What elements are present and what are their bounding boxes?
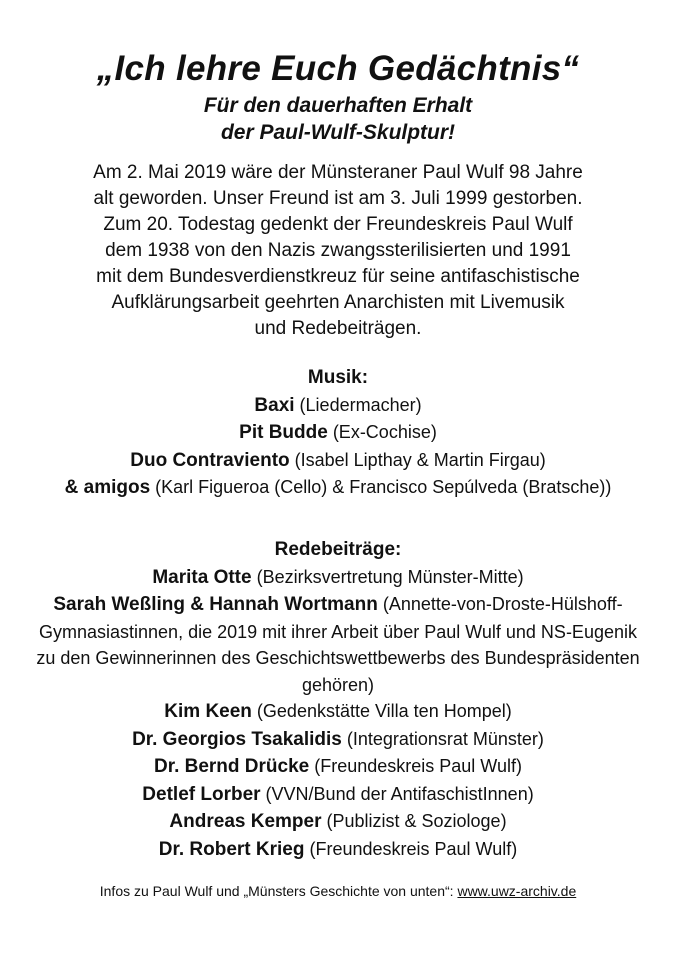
intro-line: und Redebeiträgen. xyxy=(254,318,422,339)
speaker-role: (Gedenkstätte Villa ten Hompel) xyxy=(251,701,512,721)
archive-link[interactable]: www.uwz-archiv.de xyxy=(457,883,577,899)
music-heading: Musik: xyxy=(307,367,369,388)
intro-line: Aufklärungsarbeit geehrten Anarchisten mit Livemusik xyxy=(111,292,565,313)
footer-info xyxy=(0,881,676,901)
intro-line: mit dem Bundesverdienstkreuz für seine antifaschistische xyxy=(96,266,580,287)
speaker-entry xyxy=(30,808,646,836)
speaker-name: Kim Keen xyxy=(164,701,252,722)
speaker-name: Marita Otte xyxy=(152,566,252,588)
music-entry xyxy=(30,419,646,447)
intro-line: alt geworden. Unser Freund ist am 3. Juli 1999 gestorben. xyxy=(93,188,583,209)
speaker-role: (Integrationsrat Münster) xyxy=(341,728,544,749)
flyer-subtitle xyxy=(0,92,676,146)
performer-name: & amigos xyxy=(64,477,151,498)
speaker-name: Dr. Bernd Drücke xyxy=(154,756,310,777)
performer-name: Baxi xyxy=(254,394,295,416)
speaker-entry xyxy=(30,564,646,592)
speaker-name: Dr. Georgios Tsakalidis xyxy=(132,728,342,750)
speaker-name: Dr. Robert Krieg xyxy=(158,838,305,860)
speakers-heading: Redebeiträge: xyxy=(274,539,402,560)
music-section xyxy=(30,365,646,502)
speaker-role: (Bezirksvertretung Münster-Mitte) xyxy=(251,566,524,587)
intro-line: Zum 20. Todestag gedenkt der Freundeskreis Paul Wulf xyxy=(103,214,573,235)
performer-role: (Liedermacher) xyxy=(294,394,422,415)
speaker-role: (Freundeskreis Paul Wulf) xyxy=(309,756,522,776)
performer-role: (Ex-Cochise) xyxy=(327,422,437,442)
speaker-name: Andreas Kemper xyxy=(169,811,322,832)
speaker-name: Sarah Weßling & Hannah Wortmann xyxy=(53,594,378,615)
performer-name: Duo Contraviento xyxy=(130,449,290,471)
performer-role: (Isabel Lipthay & Martin Firgau) xyxy=(289,449,546,470)
speaker-entry xyxy=(30,698,646,726)
speaker-role: (Annette-von-Droste-Hülshoff-Gymnasiastinnen, die 2019 mit ihrer Arbeit über Paul Wulf und NS-Eugenik zu den Gewinnerinnen des Geschichtswettbewerbs des Bundespräsidenten gehören) xyxy=(36,594,640,695)
speaker-role: (VVN/Bund der AntifaschistInnen) xyxy=(260,783,534,804)
intro-paragraph xyxy=(40,160,636,342)
footer-text: Infos zu Paul Wulf und „Münsters Geschichte von unten“: xyxy=(99,883,458,899)
speaker-entry xyxy=(30,781,646,809)
intro-line: dem 1938 von den Nazis zwangssterilisierten und 1991 xyxy=(105,240,571,261)
speaker-entry xyxy=(30,836,646,864)
subtitle-line: Für den dauerhaften Erhalt xyxy=(203,94,473,117)
flyer-title: „Ich lehre Euch Gedächtnis“ xyxy=(96,49,580,88)
speaker-entry xyxy=(30,726,646,754)
speaker-entry xyxy=(30,591,646,698)
speakers-section xyxy=(30,537,646,863)
speaker-entry xyxy=(30,753,646,781)
music-entry xyxy=(30,474,646,502)
music-entry xyxy=(30,392,646,420)
speaker-role: (Publizist & Soziologe) xyxy=(321,811,507,831)
performer-role: (Karl Figueroa (Cello) & Francisco Sepúlveda (Bratsche)) xyxy=(150,477,612,497)
subtitle-line: der Paul-Wulf-Skulptur! xyxy=(220,121,456,144)
speaker-name: Detlef Lorber xyxy=(142,783,261,805)
speaker-role: (Freundeskreis Paul Wulf) xyxy=(304,838,518,859)
performer-name: Pit Budde xyxy=(239,422,328,443)
music-entry xyxy=(30,447,646,475)
intro-line: Am 2. Mai 2019 wäre der Münsteraner Paul Wulf 98 Jahre xyxy=(93,162,583,183)
